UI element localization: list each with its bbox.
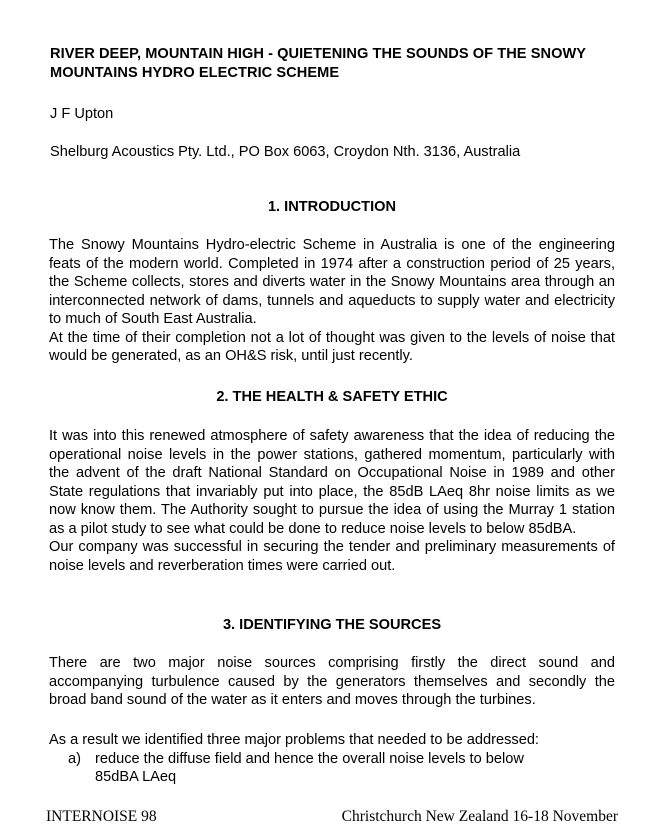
list-item-text: reduce the diffuse field and hence the overall noise levels to below 85dBA LAeq (95, 750, 524, 785)
section-body-introduction (49, 236, 615, 366)
section-heading-health-safety: 2. THE HEALTH & SAFETY ETHIC (216, 389, 448, 405)
paragraph: The Snowy Mountains Hydro-electric Scheme in Australia is one of the engineering feats of the modern world. Completed in 1974 after a construction period of 25 years, the Scheme collects, stores and diverts water in the Snowy Mountains area through an interconnected network of dams, tunnels and aqueducts to supply water and electricity to much of South East Australia. (49, 237, 615, 327)
section-heading-introduction: 1. INTRODUCTION (267, 199, 397, 215)
paragraph: There are two major noise sources comprising firstly the direct sound and accompanying turbulence caused by the generators themselves and secondly the broad band sound of the water as it enters and moves through the turbines. (49, 655, 615, 708)
author-name: J F Upton (50, 106, 114, 122)
paper-title: RIVER DEEP, MOUNTAIN HIGH - QUIETENING THE SOUNDS OF THE SNOWY MOUNTAINS HYDRO ELECTRIC SCHEME (50, 46, 586, 81)
list-item (49, 750, 615, 787)
problem-list (49, 731, 615, 787)
footer-conference: INTERNOISE 98 (46, 808, 157, 825)
paragraph: Our company was successful in securing the tender and preliminary measurements of noise levels and reverberation times were carried out. (49, 539, 615, 574)
paragraph: It was into this renewed atmosphere of safety awareness that the idea of reducing the operational noise levels in the power stations, gathered momentum, particularly with the advent of the draft National Standard on Occupational Noise in 1989 and other State regulations that invariably put into place, the 85dB LAeq 8hr noise limits as we now know them. The Authority sought to pursue the idea of using the Murray 1 station as a pilot study to see what could be done to reduce noise levels to below 85dBA. (49, 428, 615, 537)
list-item-label: a) (68, 750, 81, 767)
paragraph: At the time of their completion not a lot of thought was given to the levels of noise that would be generated, as an OH&S risk, until just recently. (49, 329, 615, 364)
section-heading-identifying-sources: 3. IDENTIFYING THE SOURCES (222, 617, 442, 633)
author-affiliation: Shelburg Acoustics Pty. Ltd., PO Box 6063, Croydon Nth. 3136, Australia (50, 144, 521, 160)
section-body-health-safety (49, 427, 615, 575)
footer-location-date: Christchurch New Zealand 16-18 November (341, 808, 618, 825)
section-body-identifying-sources (49, 654, 615, 710)
list-intro: As a result we identified three major problems that needed to be addressed: (49, 732, 539, 748)
